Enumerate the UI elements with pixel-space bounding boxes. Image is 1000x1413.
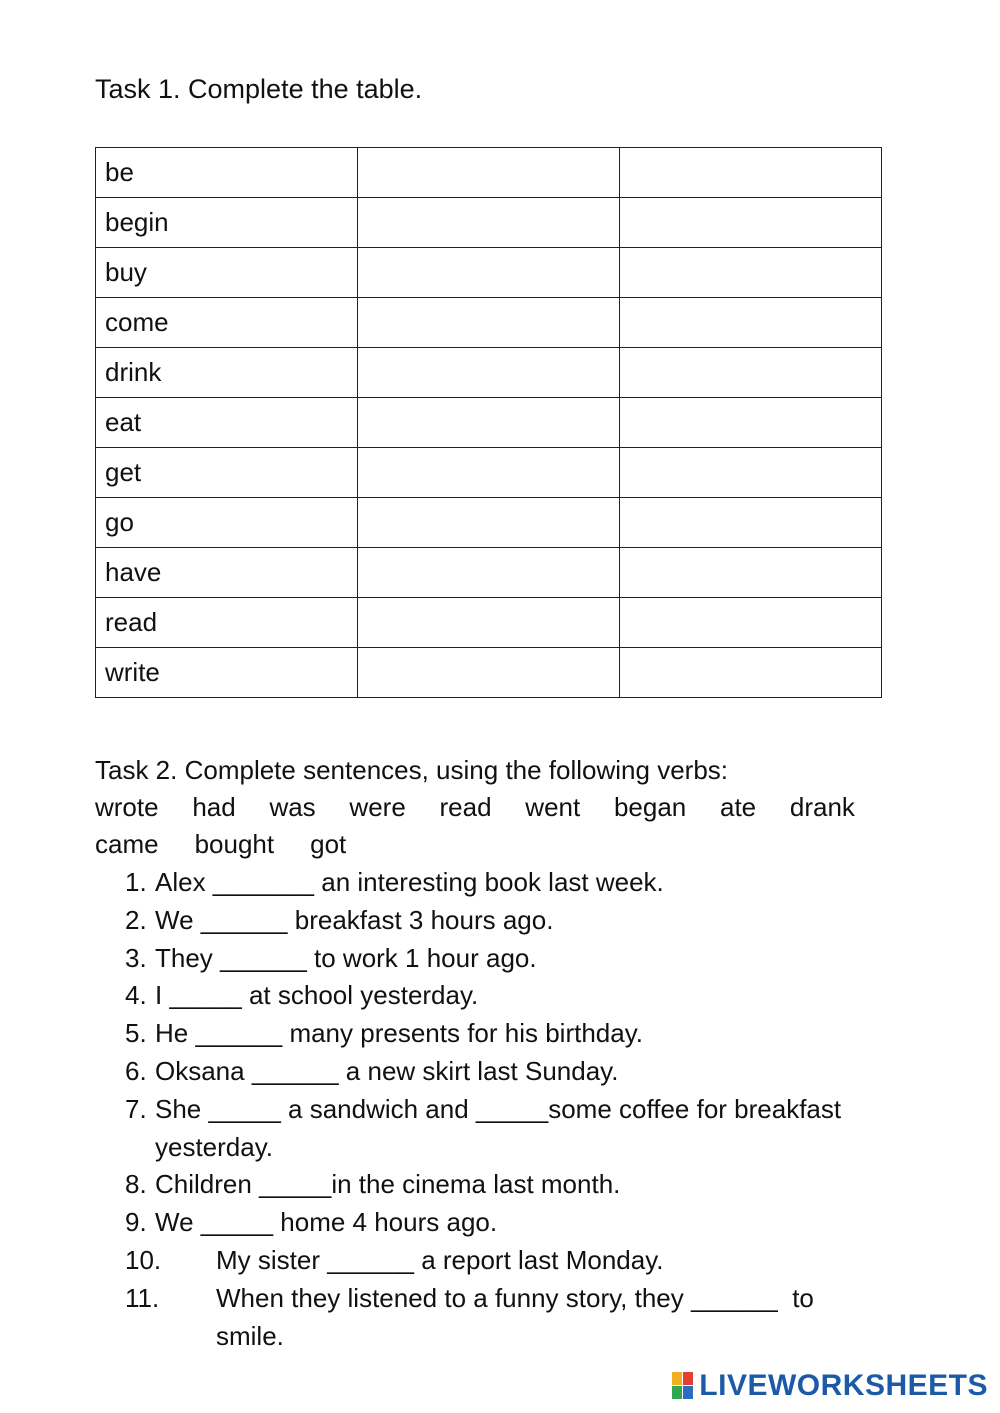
sentence-text: We ______ breakfast 3 hours ago. <box>155 904 554 935</box>
logo-text: LIVEWORKSHEETS <box>699 1369 988 1402</box>
past-participle-cell[interactable] <box>620 448 882 498</box>
sentence-text: When they listened to a funny story, they ______ to smile. <box>216 1282 822 1351</box>
past-simple-cell[interactable] <box>358 548 620 598</box>
table-row <box>96 348 882 398</box>
table-row <box>96 148 882 198</box>
table-row <box>96 198 882 248</box>
past-simple-cell[interactable] <box>358 298 620 348</box>
verb-bank-word: were <box>349 792 406 822</box>
verb-bank-word: began <box>613 792 687 822</box>
past-participle-cell[interactable] <box>620 198 882 248</box>
base-form-cell: have <box>96 548 358 598</box>
list-item <box>95 1204 875 1242</box>
sentence-number: 9. <box>125 1207 147 1238</box>
past-participle-cell[interactable] <box>620 598 882 648</box>
table-row <box>96 548 882 598</box>
base-form-cell: be <box>96 148 358 198</box>
table-row <box>96 398 882 448</box>
sentence-text: My sister ______ a report last Monday. <box>216 1244 664 1275</box>
past-simple-cell[interactable] <box>358 398 620 448</box>
past-participle-cell[interactable] <box>620 298 882 348</box>
table-row <box>96 298 882 348</box>
verb-bank-word: went <box>525 792 581 822</box>
sentence-text: They ______ to work 1 hour ago. <box>155 942 537 973</box>
base-form-cell: go <box>96 498 358 548</box>
sentence-number: 6. <box>125 1055 147 1086</box>
base-form-cell: eat <box>96 398 358 448</box>
sentence-text: Oksana ______ a new skirt last Sunday. <box>155 1055 619 1086</box>
list-item <box>95 977 875 1015</box>
sentence-text: He ______ many presents for his birthday. <box>155 1018 644 1049</box>
verb-bank-word: read <box>439 792 492 822</box>
verb-bank-word: ate <box>720 792 757 822</box>
sentence-number: 10. <box>125 1244 162 1275</box>
task2-title: Task 2. Complete sentences, using the following verbs: <box>95 755 729 785</box>
base-form-cell: buy <box>96 248 358 298</box>
task1-title: Task 1. Complete the table. <box>95 74 423 104</box>
list-item <box>95 1053 875 1091</box>
past-simple-cell[interactable] <box>358 498 620 548</box>
verb-bank-word: had <box>192 792 236 822</box>
past-participle-cell[interactable] <box>620 398 882 448</box>
table-row <box>96 498 882 548</box>
sentence-list <box>95 864 875 1355</box>
list-item <box>95 940 875 978</box>
past-simple-cell[interactable] <box>358 598 620 648</box>
base-form-cell: come <box>96 298 358 348</box>
past-participle-cell[interactable] <box>620 498 882 548</box>
sentence-number: 1. <box>125 867 147 897</box>
table-row <box>96 448 882 498</box>
verb-bank-word: was <box>269 792 316 822</box>
verb-bank-word: bought <box>194 829 275 859</box>
sentence-number: 7. <box>125 1093 147 1124</box>
verb-bank-line-1 <box>95 789 855 826</box>
verb-forms-table <box>95 147 882 698</box>
past-simple-cell[interactable] <box>358 348 620 398</box>
list-item <box>95 864 875 902</box>
past-simple-cell[interactable] <box>358 448 620 498</box>
table-row <box>96 248 882 298</box>
task2-section <box>95 752 875 1355</box>
liveworksheets-logo-icon <box>672 1372 694 1400</box>
list-item <box>95 1166 875 1204</box>
base-form-cell: read <box>96 598 358 648</box>
sentence-number: 4. <box>125 980 147 1011</box>
verb-bank-word: came <box>95 829 159 859</box>
sentence-number: 2. <box>125 904 147 935</box>
sentence-text: She _____ a sandwich and _____some coffee for breakfast yesterday. <box>155 1093 849 1162</box>
list-item <box>95 1280 875 1356</box>
liveworksheets-logo <box>672 1369 988 1403</box>
sentence-text: Alex _______ an interesting book last week. <box>155 867 664 897</box>
past-participle-cell[interactable] <box>620 348 882 398</box>
sentence-text: We _____ home 4 hours ago. <box>155 1207 498 1238</box>
past-participle-cell[interactable] <box>620 548 882 598</box>
sentence-text: Children _____in the cinema last month. <box>155 1169 621 1200</box>
base-form-cell: write <box>96 648 358 698</box>
base-form-cell: begin <box>96 198 358 248</box>
sentence-text: I _____ at school yesterday. <box>155 980 479 1011</box>
verb-bank-word: wrote <box>95 792 159 822</box>
sentence-number: 3. <box>125 942 147 973</box>
past-simple-cell[interactable] <box>358 648 620 698</box>
base-form-cell: get <box>96 448 358 498</box>
verb-bank-word: got <box>310 829 347 859</box>
past-participle-cell[interactable] <box>620 248 882 298</box>
list-item <box>95 1091 875 1167</box>
table-row <box>96 598 882 648</box>
base-form-cell: drink <box>96 348 358 398</box>
past-simple-cell[interactable] <box>358 198 620 248</box>
verb-bank-word: drank <box>789 792 855 822</box>
past-participle-cell[interactable] <box>620 148 882 198</box>
table-row <box>96 648 882 698</box>
past-simple-cell[interactable] <box>358 248 620 298</box>
verb-bank-line-2 <box>95 826 875 863</box>
list-item <box>95 1242 875 1280</box>
sentence-number: 5. <box>125 1018 147 1049</box>
list-item <box>95 902 875 940</box>
past-simple-cell[interactable] <box>358 148 620 198</box>
past-participle-cell[interactable] <box>620 648 882 698</box>
sentence-number: 11. <box>125 1282 160 1313</box>
list-item <box>95 1015 875 1053</box>
sentence-number: 8. <box>125 1169 147 1200</box>
